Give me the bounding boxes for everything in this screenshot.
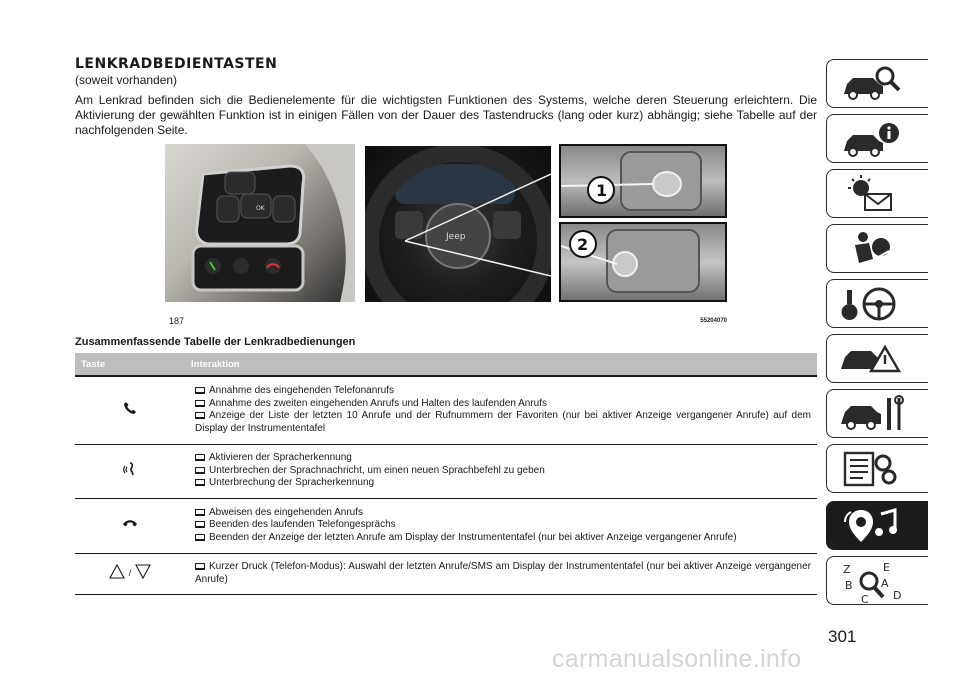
voice-command-icon xyxy=(122,469,138,480)
header-taste: Taste xyxy=(75,353,185,376)
table-header-row xyxy=(75,353,817,376)
detail-photo-2 xyxy=(559,222,727,302)
list-item: Annahme des eingehenden Telefonanrufs xyxy=(195,385,811,398)
chapter-tab-index[interactable] xyxy=(826,556,928,605)
steering-wheel-photo xyxy=(365,146,551,302)
index-letter: A xyxy=(881,577,889,590)
bullet-icon xyxy=(195,412,205,419)
bullet-icon xyxy=(195,387,205,394)
chapter-tab-car-info[interactable] xyxy=(826,114,928,163)
chapter-tab-multimedia[interactable] xyxy=(826,501,928,550)
ok-button-label: OK xyxy=(256,205,265,212)
list-item: Unterbrechen der Sprachnachricht, um einen neuen Sprachbefehl zu geben xyxy=(195,465,811,478)
section-subtitle: (soweit vorhanden) xyxy=(75,73,178,87)
list-item: Beenden des laufenden Telefongesprächs xyxy=(195,519,811,532)
phone-hangup-icon xyxy=(122,520,138,531)
key-cell xyxy=(75,553,185,594)
starting-driving-icon xyxy=(839,284,909,324)
multimedia-icon xyxy=(839,506,909,546)
bullet-icon xyxy=(195,467,205,474)
controls-table xyxy=(75,353,817,595)
table-row xyxy=(75,553,817,594)
list-item: Annahme des zweiten eingehenden Anrufs und Halten des laufenden Anrufs xyxy=(195,398,811,411)
bullet-icon xyxy=(195,563,205,570)
chapter-tab-technical-data[interactable] xyxy=(826,444,928,493)
index-alphabet-icon xyxy=(839,561,909,605)
header-interaktion: Interaktion xyxy=(185,353,817,376)
list-item: Kurzer Druck (Telefon-Modus): Auswahl der letzten Anrufe/SMS am Display der Instrumententafel (nur bei aktiver Anzeige vergangener Anrufe) xyxy=(195,561,811,585)
chapter-tab-maintenance[interactable] xyxy=(826,389,928,438)
triangle-up-icon xyxy=(109,571,125,582)
key-cell xyxy=(75,444,185,498)
index-letter: Z xyxy=(843,563,851,576)
bullet-icon xyxy=(195,454,205,461)
emergency-car-icon xyxy=(839,339,909,379)
table-row xyxy=(75,498,817,553)
interaction-cell xyxy=(185,498,817,553)
key-cell xyxy=(75,498,185,553)
intro-paragraph: Am Lenkrad befinden sich die Bedienelemente für die wichtigsten Funktionen des Systems, welche deren Steuerung erleichtern. Die Aktivierung der gewählten Funktion ist in einigen Fällen von der Dauer des Tastendrucks (lang oder kurz) abhängig; siehe Tabelle auf der nachfolgenden Seite. xyxy=(75,93,817,137)
bullet-icon xyxy=(195,534,205,541)
list-item: Anzeige der Liste der letzten 10 Anrufe und der Rufnummern der Favoriten (nur bei aktiver Anzeige vergangener Anrufe) auf dem Display der Instrumententafel xyxy=(195,410,811,434)
car-search-icon xyxy=(839,64,909,104)
bullet-icon xyxy=(195,521,205,528)
interaction-cell xyxy=(185,553,817,594)
warning-light-message-icon xyxy=(839,174,909,214)
page-number: 301 xyxy=(828,627,857,646)
chapter-tab-car-search[interactable] xyxy=(826,59,928,108)
section-title: LENKRADBEDIENTASTEN xyxy=(75,56,278,72)
figure-number: 187 xyxy=(169,316,185,326)
chapter-tab-emergency[interactable] xyxy=(826,334,928,383)
steering-wheel-figure xyxy=(165,144,727,324)
interaction-cell xyxy=(185,444,817,498)
key-separator: / xyxy=(128,567,132,578)
callout-1: 1 xyxy=(596,181,608,200)
bullet-icon xyxy=(195,400,205,407)
figure-code: 55204070 xyxy=(700,318,727,324)
key-cell xyxy=(75,376,185,444)
steering-buttons-photo xyxy=(165,144,355,302)
watermark: carmanualsonline.info xyxy=(552,645,802,673)
index-letter: D xyxy=(893,589,902,602)
index-letter: B xyxy=(845,579,853,592)
list-item: Unterbrechung der Spracherkennung xyxy=(195,477,811,490)
list-item: Beenden der Anzeige der letzten Anrufe am Display der Instrumententafel (nur bei aktiver Anzeige vergangener Anrufe) xyxy=(195,532,811,545)
callout-2: 2 xyxy=(577,235,589,254)
list-item: Abweisen des eingehenden Anrufs xyxy=(195,507,811,520)
detail-photo-1 xyxy=(559,144,727,218)
phone-answer-icon xyxy=(123,407,137,418)
list-item: Aktivieren der Spracherkennung xyxy=(195,452,811,465)
main-content xyxy=(75,56,817,138)
index-letter: C xyxy=(861,593,869,605)
car-info-icon xyxy=(839,119,909,159)
technical-data-icon xyxy=(839,449,909,489)
index-letter: E xyxy=(883,561,890,574)
chapter-tab-warning-lights[interactable] xyxy=(826,169,928,218)
bullet-icon xyxy=(195,479,205,486)
chapter-tab-starting-driving[interactable] xyxy=(826,279,928,328)
table-row xyxy=(75,376,817,444)
airbag-seat-icon xyxy=(839,229,909,269)
car-maintenance-icon xyxy=(839,394,909,434)
table-title: Zusammenfassende Tabelle der Lenkradbedienungen xyxy=(75,336,356,348)
triangle-down-icon xyxy=(135,571,151,582)
table-row xyxy=(75,444,817,498)
chapter-tab-safety[interactable] xyxy=(826,224,928,273)
jeep-logo-label: Jeep xyxy=(446,232,466,242)
bullet-icon xyxy=(195,509,205,516)
interaction-cell xyxy=(185,376,817,444)
